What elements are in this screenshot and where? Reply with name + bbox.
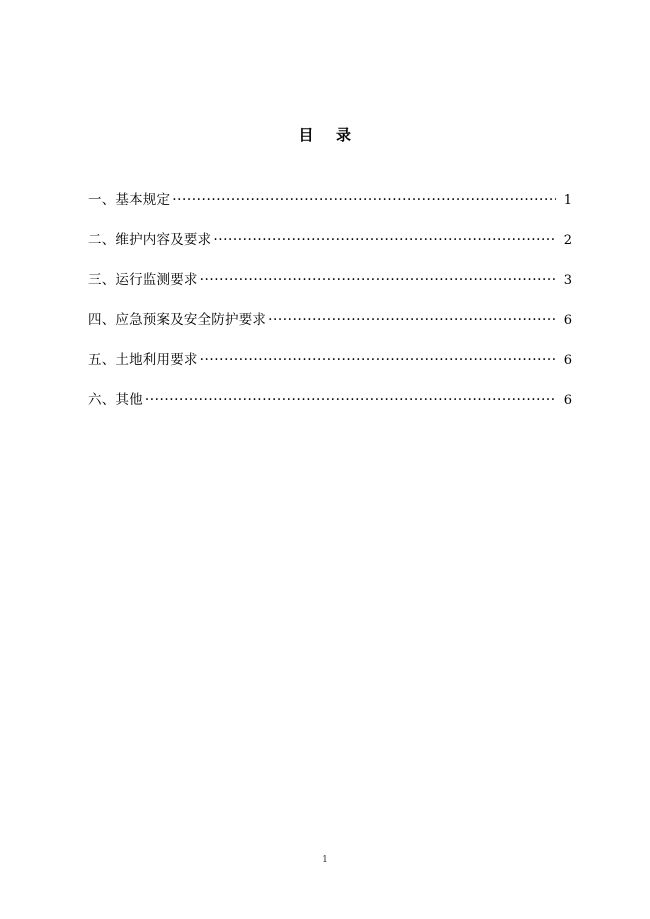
toc-entry[interactable] [88, 308, 572, 348]
footer-page-number: 1 [322, 855, 328, 865]
toc-entry[interactable] [88, 348, 572, 388]
toc-entry-label: 五、土地利用要求 [88, 352, 198, 368]
toc-entry-label: 三、运行监测要求 [88, 272, 198, 288]
toc-entry[interactable] [88, 188, 572, 228]
toc-entry[interactable] [88, 268, 572, 308]
toc-entry-page: 1 [563, 193, 572, 208]
page-title [0, 124, 650, 145]
page-title-char-2: 录 [336, 126, 352, 144]
page-title-char-1: 目 [298, 126, 314, 144]
toc-entry-page: 6 [563, 393, 572, 408]
toc-leader-dots [145, 391, 556, 405]
toc-entry-page: 6 [563, 353, 572, 368]
toc-entry-label: 六、其他 [88, 392, 143, 408]
toc-entry-label: 二、维护内容及要求 [88, 232, 212, 248]
toc-leader-dots [200, 271, 556, 285]
table-of-contents [88, 188, 572, 428]
toc-leader-dots [172, 191, 556, 205]
toc-entry-page: 2 [563, 233, 572, 248]
toc-leader-dots [268, 311, 556, 325]
toc-entry-label: 一、基本规定 [88, 192, 171, 208]
toc-entry[interactable] [88, 228, 572, 268]
toc-entry[interactable] [88, 388, 572, 428]
toc-entry-page: 6 [563, 313, 572, 328]
toc-entry-label: 四、应急预案及安全防护要求 [88, 312, 267, 328]
toc-leader-dots [213, 231, 556, 245]
toc-leader-dots [200, 351, 556, 365]
toc-entry-page: 3 [563, 273, 572, 288]
